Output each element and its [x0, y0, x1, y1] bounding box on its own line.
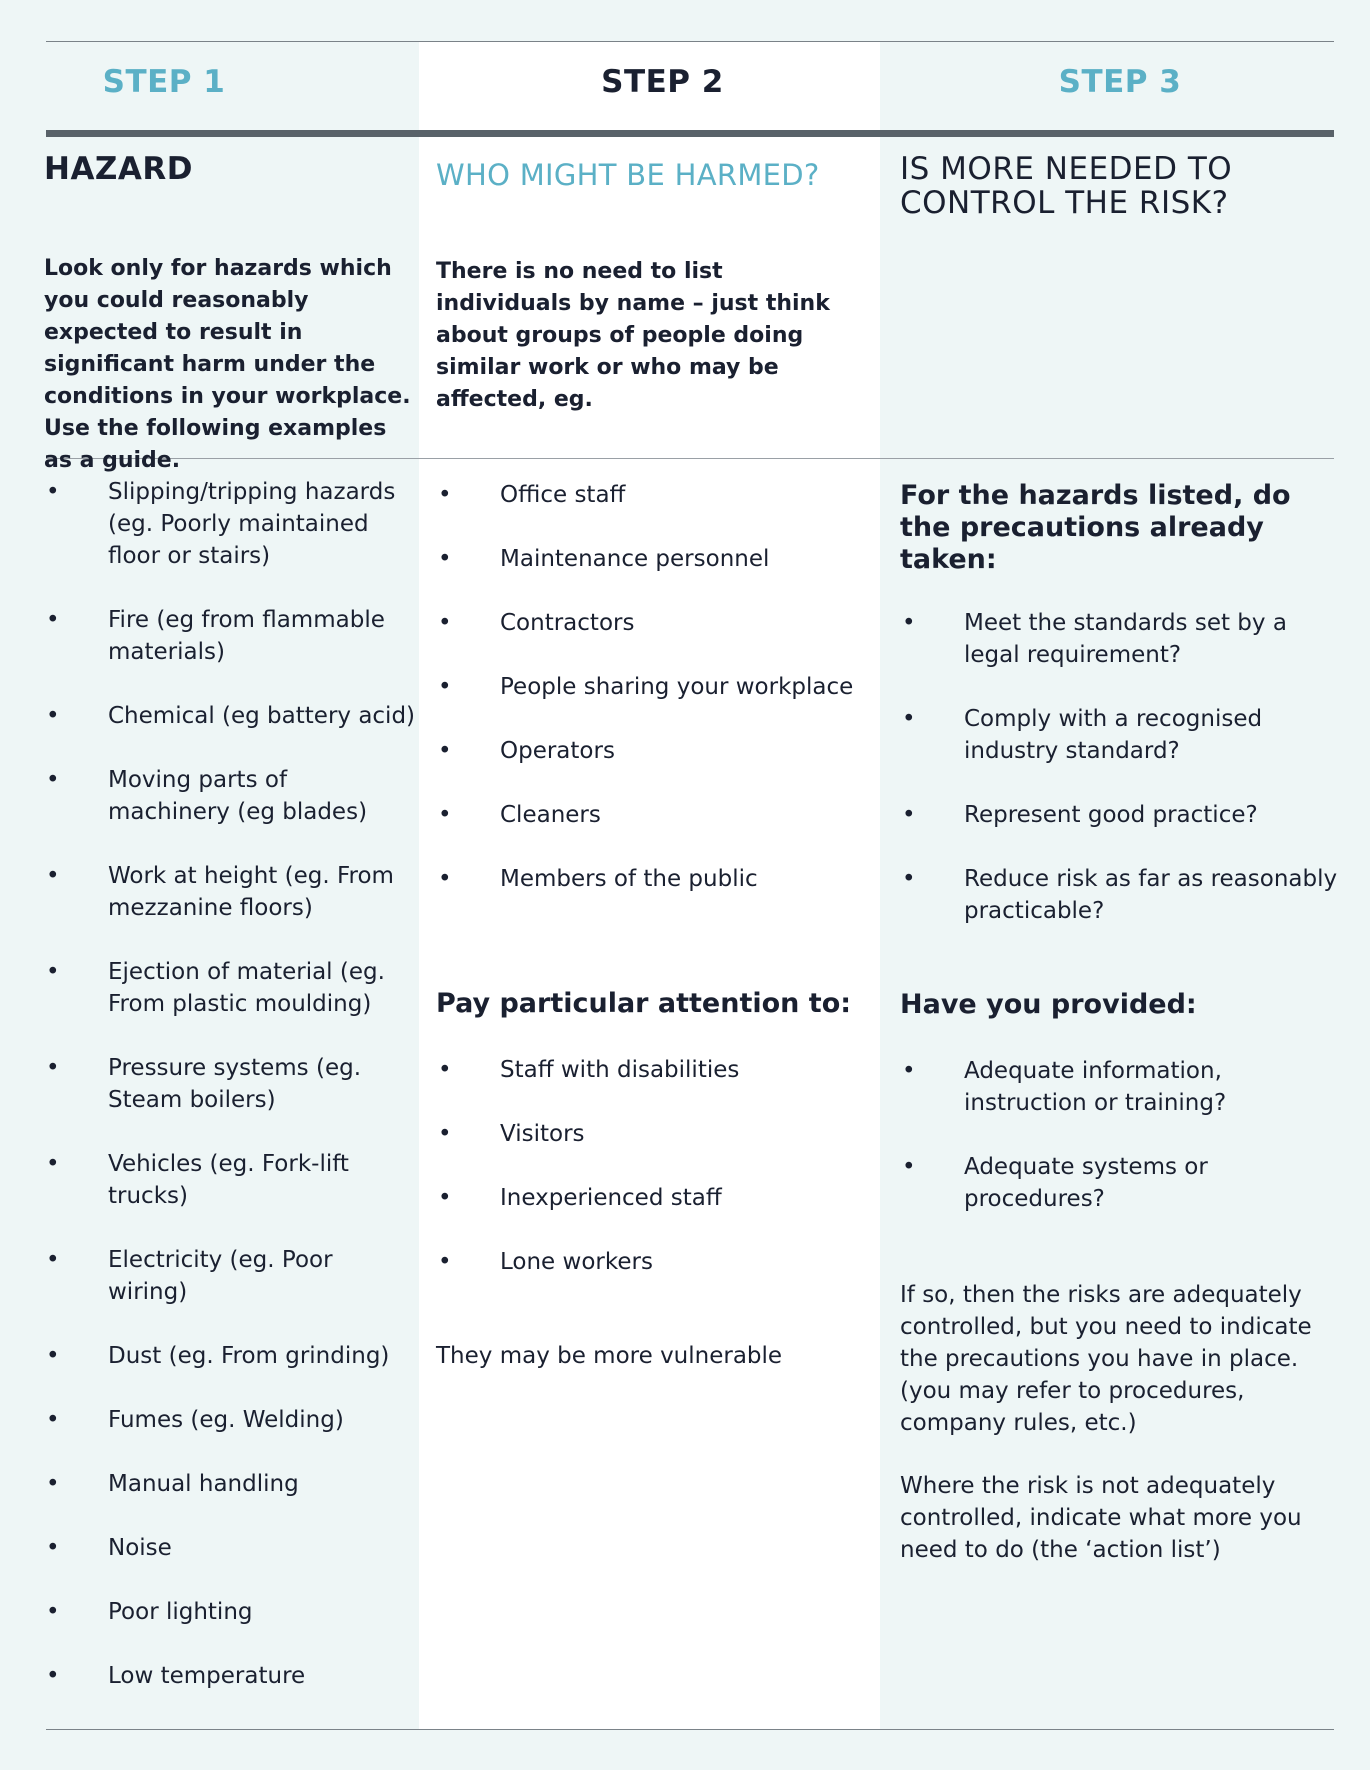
list-item: • Lone workers — [436, 1246, 866, 1278]
step-1-heading: STEP 1 — [102, 64, 226, 100]
attention-list — [436, 1054, 866, 1310]
list-item: • Inexperienced staff — [436, 1182, 866, 1214]
hazard-intro: Look only for hazards which you could reasonably expected to result in significant harm under the conditions in your workplace. Use the following examples as a guide. — [44, 256, 411, 473]
list-item: • Adequate systems or procedures? — [900, 1151, 1340, 1215]
provided-list — [900, 1055, 1340, 1247]
list-item: • Chemical (eg battery acid) — [44, 700, 416, 732]
list-item: • Members of the public — [436, 863, 866, 895]
list-item: • Poor lighting — [44, 1596, 416, 1628]
list-item: • Maintenance personnel — [436, 543, 866, 575]
list-item: • People sharing your workplace — [436, 671, 866, 703]
step-2-heading: STEP 2 — [601, 64, 724, 100]
who-harmed-intro: There is no need to list individuals by name – just think about groups of people doing similar work or who may be affected, eg. — [436, 259, 830, 412]
vulnerable-note: They may be more vulnerable — [436, 1343, 783, 1369]
list-item: • Slipping/tripping hazards (eg. Poorly maintained floor or stairs) — [44, 476, 416, 572]
list-item: • Vehicles (eg. Fork-lift trucks) — [44, 1148, 416, 1212]
list-item: • Dust (eg. From grinding) — [44, 1340, 416, 1372]
list-item: • Fumes (eg. Welding) — [44, 1404, 416, 1436]
hazard-title: HAZARD — [44, 151, 194, 187]
list-item: • Office staff — [436, 479, 866, 511]
list-item: • Contractors — [436, 607, 866, 639]
list-item: • Pressure systems (eg. Steam boilers) — [44, 1052, 416, 1116]
list-item: • Meet the standards set by a legal requirement? — [900, 607, 1340, 671]
header-divider — [46, 130, 1334, 137]
precautions-list — [900, 607, 1340, 959]
list-item: • Operators — [436, 735, 866, 767]
step-3-heading: STEP 3 — [1058, 64, 1182, 100]
list-item: • Electricity (eg. Poor wiring) — [44, 1244, 416, 1308]
precautions-heading: For the hazards listed, do the precautions already taken: — [900, 480, 1291, 575]
top-rule — [46, 41, 1334, 42]
where-not-paragraph: Where the risk is not adequately controlled, indicate what more you need to do (the ‘action list’) — [900, 1473, 1302, 1563]
bottom-rule — [46, 1729, 1334, 1730]
control-risk-title: IS MORE NEEDED TO CONTROL THE RISK? — [900, 151, 1233, 221]
list-item: • Low temperature — [44, 1660, 416, 1692]
list-item: • Noise — [44, 1532, 416, 1564]
list-item: • Manual handling — [44, 1468, 416, 1500]
provided-heading: Have you provided: — [900, 989, 1197, 1020]
list-item: • Adequate information, instruction or training? — [900, 1055, 1340, 1119]
list-item: • Reduce risk as far as reasonably practicable? — [900, 863, 1340, 927]
list-item: • Moving parts of machinery (eg blades) — [44, 764, 416, 828]
who-harmed-title: WHO MIGHT BE HARMED? — [436, 158, 820, 192]
people-list — [436, 479, 866, 927]
attention-heading: Pay particular attention to: — [436, 988, 852, 1019]
list-item: • Comply with a recognised industry standard? — [900, 703, 1340, 767]
list-item: • Fire (eg from flammable materials) — [44, 604, 416, 668]
list-item: • Visitors — [436, 1118, 866, 1150]
list-item: • Staff with disabilities — [436, 1054, 866, 1086]
list-item: • Work at height (eg. From mezzanine floors) — [44, 860, 416, 924]
list-item: • Ejection of material (eg. From plastic moulding) — [44, 956, 416, 1020]
if-so-paragraph: If so, then the risks are adequately controlled, but you need to indicate the precautions you have in place. (you may refer to procedures, company rules, etc.) — [900, 1282, 1312, 1436]
hazard-list — [44, 476, 416, 1724]
list-item: • Represent good practice? — [900, 799, 1340, 831]
list-item: • Cleaners — [436, 799, 866, 831]
